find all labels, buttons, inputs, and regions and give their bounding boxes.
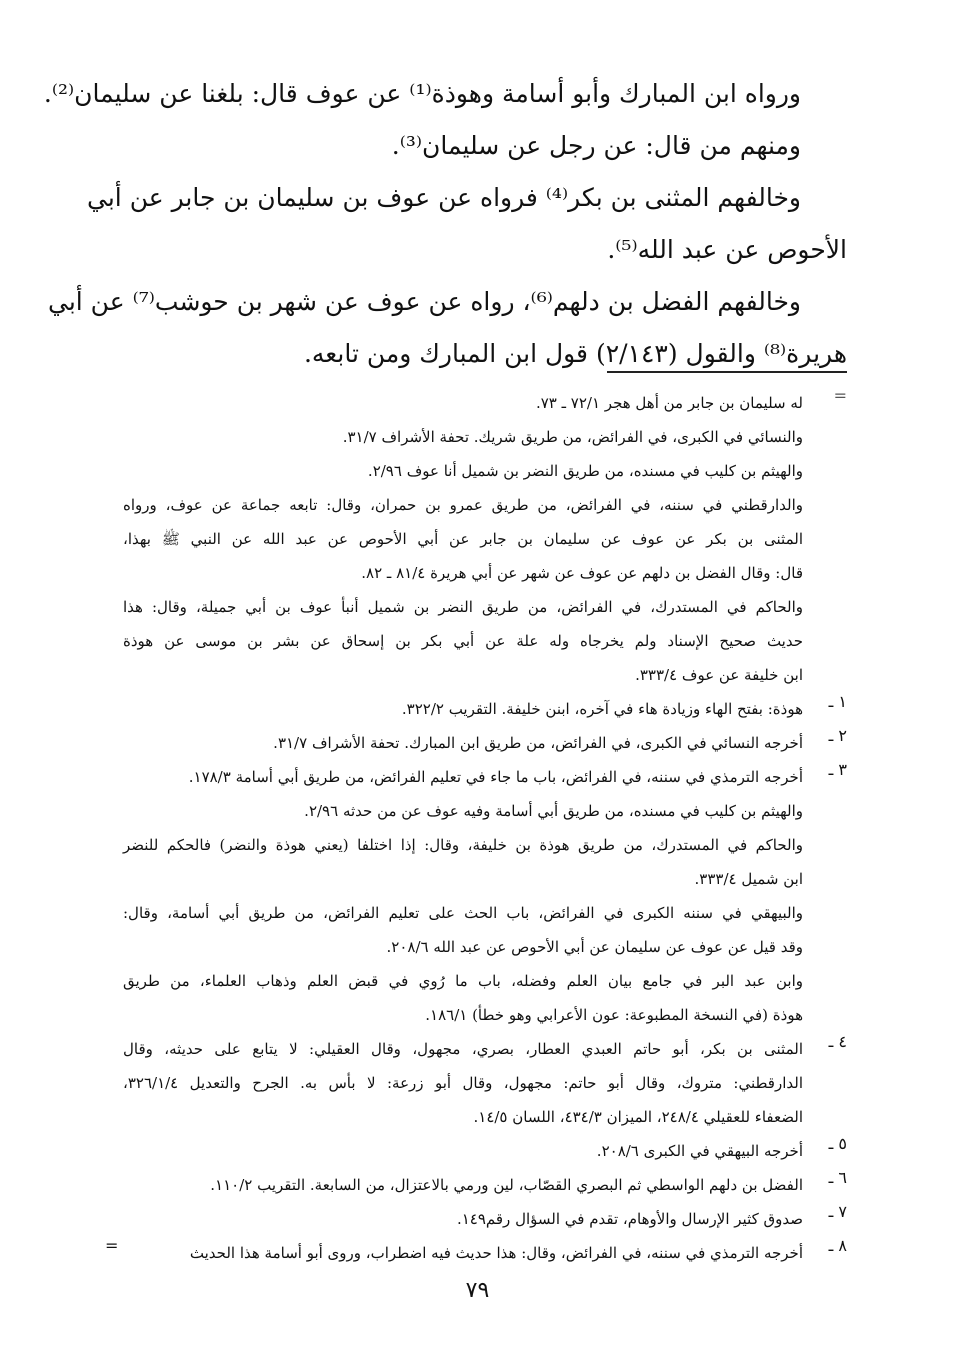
footnote-separator (607, 371, 847, 373)
footnote-line: أخرجه البيهقي في الكبرى ٢٠٨/٦. (596, 1142, 803, 1160)
footnote-3 (123, 760, 847, 1032)
footnote-number: ٤ ـ (828, 1032, 847, 1051)
footnote-5 (123, 1134, 847, 1168)
footnote-line: له سليمان بن جابر من أهل هجر ٧٢/١ ـ ٧٣. (535, 394, 803, 412)
main-line: ورواه ابن المبارك وأبو أسامة وهوذة⁽¹⁾ عن عوف قال: بلغنا عن سليمان⁽²⁾. (43, 79, 801, 108)
footnote-line: صدوق كثير الإرسال والأوهام، تقدم في السؤال رقم١٤٩. (456, 1210, 803, 1228)
footnote-6 (123, 1168, 847, 1202)
continuation-mark: = (833, 386, 847, 405)
footnote-number: ٥ ـ (828, 1134, 847, 1153)
continuation-mark: = (105, 1236, 119, 1255)
footnote-line: المثنى بن بكر عن عوف عن سليمان بن جابر عن أبي الأحوص عن عبد الله عن النبي ﷺ بهذا، (123, 530, 803, 548)
main-line: وخالفهم المثنى بن بكر⁽⁴⁾ فرواه عن عوف بن سليمان بن جابر عن أبي (87, 183, 801, 212)
footnote-line: والهيثم بن كليب في مسنده، من طريق أبي أسامة وفيه عوف عن من حدثه ٢/٩٦. (304, 802, 803, 820)
footnote-line: الدارقطني: متروك، وقال أبو حاتم: مجهول، وقال أبو زرعة: لا بأس به. الجرح والتعديل ٣٢٦/١/٤، (123, 1074, 803, 1092)
footnote-line: ابن خليفة عن عوف ٣٣٣/٤. (635, 666, 803, 684)
footnote-line: الفضل بن دلهم الواسطي ثم البصري القصّاب، لين ورمي بالاعتزال، من السابعة. التقريب ١١٠/٢. (210, 1176, 803, 1194)
footnote-number: ٧ ـ (828, 1202, 847, 1221)
footnote-line: هوذة: بفتح الهاء وزيادة هاء في آخره، ابنن خليفة. التقريب ٣٢٢/٢. (401, 700, 803, 718)
footnote-line: المثنى بن بكر، أبو حاتم العبدي العطار، بصري، مجهول، وقال العقيلي: لا يتابع على حديثه، وقال (123, 1040, 803, 1058)
footnote-2 (123, 726, 847, 760)
footnote-line: ابن شميل ٣٣٣/٤. (694, 870, 803, 888)
footnote-line: قال: وقال الفضل بن دلهم عن عوف عن شهر عن أبي هريرة ٨١/٤ ـ ٨٢. (361, 564, 803, 582)
main-line: وخالفهم الفضل بن دلهم⁽⁶⁾، رواه عن عوف عن شهر بن حوشب⁽⁷⁾ عن أبي (47, 287, 801, 316)
footnote-line: والنسائي في الكبرى، في الفرائض، من طريق شريك. تحفة الأشراف ٣١/٧. (342, 428, 803, 446)
footnote-line: والدارقطني في سننه، في الفرائض، من طريق عمرو بن حمران، وقال: تابعه جماعة عن عوف، ورواه (123, 496, 803, 514)
main-line: ومنهم من قال: عن رجل عن سليمان⁽³⁾. (391, 131, 801, 160)
footnote-number: ٢ ـ (828, 726, 847, 745)
main-line: الأحوص عن عبد الله⁽⁵⁾. (607, 235, 847, 264)
footnote-line: وقد قيل عن عوف عن سليمان عن أبي الأحوص عن عبد الله ٢٠٨/٦. (386, 938, 803, 956)
footnote-number: ٣ ـ (828, 760, 847, 779)
footnote-line: والحاكم في المستدرك، من طريق هوذة بن خليفة، وقال: إذا اختلفا (يعني هوذة والنضر) فالحكم للنضر (123, 836, 803, 854)
footnote-line: الضعفاء للعقيلي ٢٤٨/٤، الميزان ٤٣٤/٣، اللسان ١٤/٥. (473, 1108, 803, 1126)
footnote-line: أخرجه الترمذي في سننه، في الفرائض، باب ما جاء في تعليم الفرائض، من طريق أبي أسامة ١٧٨/٣. (188, 768, 803, 786)
continued-footnote (123, 386, 847, 692)
footnote-line: أخرجه النسائي في الكبرى، في الفرائض، من طريق ابن المبارك. تحفة الأشراف ٣١/٧. (273, 734, 803, 752)
main-text (43, 68, 847, 380)
footnote-1 (123, 692, 847, 726)
footnote-number: ٦ ـ (828, 1168, 847, 1187)
footnote-line: والهيثم بن كليب في مسنده، من طريق النضر بن شميل أنا عوف ٢/٩٦. (367, 462, 803, 480)
footnote-number: ٨ ـ (828, 1236, 847, 1255)
footnote-line: أخرجه الترمذي في سننه، في الفرائض، وقال: هذا حديث فيه اضطراب، وروى أبو أسامة هذا الحديث (189, 1244, 803, 1262)
main-line: هريرة⁽⁸⁾ والقول (٢/١٤٣) قول ابن المبارك ومن تابعه. (303, 339, 847, 368)
footnote-line: وابن عبد البر في جامع بيان العلم وفضله، باب ما رُوي في قبض العلم وذهاب العلماء، من طريق (123, 972, 803, 990)
footnotes (105, 386, 847, 1270)
footnote-7 (123, 1202, 847, 1236)
footnote-line: حديث صحيح الإسناد ولم يخرجاه وله علة عن أبي بكر بن إسحاق عن بشر بن موسى عن هوذة (123, 632, 803, 650)
footnote-8 (105, 1236, 847, 1270)
footnote-number: ١ ـ (828, 692, 847, 711)
footnote-line: والبيهقي في سننه الكبرى في الفرائض، باب الحث على تعليم الفرائض، من طريق أبي أسامة، وقال: (123, 904, 803, 922)
footnote-line: هوذة (في النسخة المطبوعة: عون الأعرابي وهو خطأ) ١٨٦/١. (425, 1006, 803, 1024)
page-number: ٧٩ (465, 1278, 490, 1303)
footnote-line: والحاكم في المستدرك، في الفرائض، من طريق النضر بن شميل أنبأ عوف بن أبي جميلة، وقال: هذا (123, 598, 803, 616)
footnote-4 (123, 1032, 847, 1134)
